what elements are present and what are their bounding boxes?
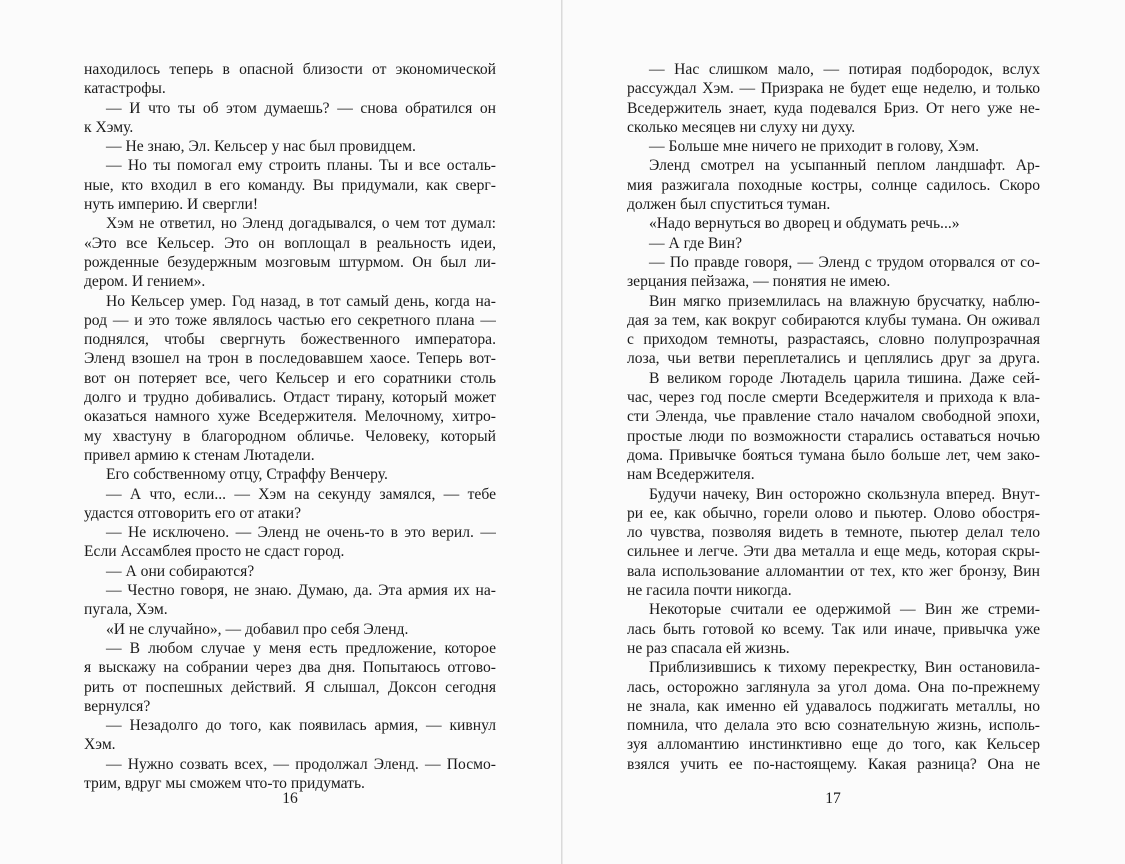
text-line: Приблизившись к тихому перекрестку, Вин остановилa- (649, 659, 1040, 677)
text-line: находилось теперь в опасной близости от экономической (84, 61, 496, 78)
text-line: — Нужно созвать всех, — продолжал Эленд. — Посмо- (106, 755, 496, 773)
text-line: Вседержитель знает, куда подевался Бриз. От него уже не- (627, 99, 1040, 117)
text-line: — Не исключено. — Эленд не очень-то в это верил. — (106, 524, 496, 542)
text-line: — И что ты об этом думаешь? — снова обратился он (106, 99, 496, 117)
text-line: зерцания пейзажа, — понятия не имею. (627, 273, 891, 291)
text-line: род — и это тоже являлось частью его секретного плана — (84, 311, 496, 329)
left-page-text (84, 60, 496, 793)
text-line: — По правде говоря, — Эленд с трудом оторвался от со- (649, 253, 1040, 271)
text-line: Вин мягко приземлилась на влажную брусчатку, наблю- (649, 292, 1040, 310)
text-line: трим, вдруг мы сможем что-то придумать. (84, 774, 365, 792)
text-line: должен был спуститься туман. (627, 196, 831, 214)
text-line: Если Ассамблея просто не сдаст город. (84, 543, 345, 561)
text-line: лась, осторожно заглянула за угол дома. Она по-прежнему (627, 678, 1040, 696)
text-line: рить от поспешных действий. Я слышал, Доксон сегодня (84, 678, 496, 696)
left-page-number: 16 (282, 790, 298, 807)
text-line: с приходом темноты, разрастаясь, словно полупрозрачная (627, 331, 1040, 349)
text-line: — А они собираются? (106, 562, 255, 580)
text-line: зуя алломантию инстинктивно еще до того, как Кельсер (627, 736, 1040, 754)
right-page-text (627, 60, 1040, 774)
text-line: оказаться намного хуже Вседержителя. Мелочному, хитро- (84, 408, 496, 426)
text-line: ри ее, как обычно, горели олово и пьютер. Олово обостря- (627, 504, 1040, 522)
text-line: Некоторые считали ее одержимой — Вин же стреми- (649, 601, 1040, 619)
text-line: катастрофы. (84, 80, 166, 98)
text-line: рассуждал Хэм. — Призрака не будет еще неделю, и только (627, 80, 1040, 98)
text-line: лоза, чьи ветви переплетались и цеплялись друг за друга. (627, 350, 1040, 368)
text-line: не раз спасала ей жизнь. (627, 639, 790, 657)
text-line: час, через год после смерти Вседержителя и прихода к вла- (627, 389, 1040, 407)
text-line: простые люди по возможности старались оставаться ночью (627, 427, 1040, 445)
text-line: вот он потеряет все, чего Кельсер и его соратники столь (84, 369, 496, 387)
text-line: Его собственному отцу, Страффу Венчеру. (106, 466, 388, 484)
text-line: нам Вседержителя. (627, 466, 755, 484)
text-line: рожденные безудержным мозговым штурмом. Он был ли- (84, 253, 496, 271)
text-line: Хэм не ответил, но Эленд догадывался, о чем тот думал: (106, 215, 496, 233)
text-line: поднялся, чтобы свергнуть божественного императора. (84, 331, 496, 349)
text-line: му хвастуну в благородном обличье. Человеку, который (84, 427, 496, 445)
text-line: ло чувства, позволяя видеть в темноте, пьютер делал тело (627, 524, 1040, 542)
text-line: — Незадолго до того, как появилась армия, — кивнул (106, 717, 496, 735)
right-page (563, 0, 1125, 864)
text-line: В великом городе Лютадель царила тишина. Даже сей- (649, 369, 1040, 387)
text-line: пугала, Хэм. (84, 601, 168, 619)
text-line: сти Эленда, чье правление стало началом свободной эпохи, (627, 408, 1040, 426)
text-line: — В любом случае у меня есть предложение, которое (106, 639, 496, 657)
right-page-number: 17 (825, 790, 841, 807)
text-line: Эленд взошел на трон в последовавшем хаосе. Теперь вот- (84, 350, 496, 368)
left-page (0, 0, 562, 864)
text-line: к Хэму. (84, 118, 134, 136)
text-line: сильнее и легче. Эти два металла и еще медь, которая скры- (627, 543, 1040, 561)
text-line: дома. Привычке бояться тумана было больше лет, чем зако- (627, 446, 1040, 464)
text-line: не гасила почти никогда. (627, 582, 792, 600)
text-line: — Не знаю, Эл. Кельсер у нас был провидцем. (106, 138, 416, 156)
text-line: я выскажу на собрании через два дня. Попытаюсь отгово- (84, 659, 496, 677)
text-line: привел армию к стенам Лютадели. (84, 446, 315, 464)
text-line: долго и трудно добивались. Отдаст тирану, который может (84, 389, 496, 407)
text-line: дером. И гением». (84, 273, 206, 291)
text-line: вала использование алломантии от тех, кто жег бронзу, Вин (627, 562, 1040, 580)
text-line: удастся отговорить его от атаки? (84, 504, 302, 522)
text-line: помнила, что делала это всю сознательную жизнь, исполь- (627, 717, 1040, 735)
text-line: лась быть готовой ко всему. Так или иначе, привычка уже (627, 620, 1040, 638)
text-line: не знала, как именно ей удавалось поджигать металлы, но (627, 697, 1040, 715)
text-line: сколько месяцев ни слуху ни духу. (627, 118, 856, 136)
text-line: — Но ты помогал ему строить планы. Ты и все осталь- (106, 157, 496, 175)
text-line: ные, кто входил в его команду. Вы придумали, как сверг- (84, 176, 496, 194)
text-line: — Честно говоря, не знаю. Думаю, да. Эта армия их на- (106, 582, 496, 600)
text-line: Будучи начеку, Вин осторожно скользнула вперед. Внут- (649, 485, 1040, 503)
text-line: — А где Вин? (649, 234, 743, 252)
text-line: нуть империю. И свергли! (84, 196, 259, 214)
text-line: Но Кельсер умер. Год назад, в тот самый день, когда на- (106, 292, 496, 310)
text-line: вернулся? (84, 697, 151, 715)
text-line: «Это все Кельсер. Это он воплощал в реальность идеи, (84, 234, 496, 252)
text-line: «И не случайно», — добавил про себя Эленд. (106, 620, 409, 638)
text-line: «Надо вернуться во дворец и обдумать речь...» (649, 215, 960, 233)
text-line: — А что, если... — Хэм на секунду замялся, — тебе (106, 485, 496, 503)
text-line: Хэм. (84, 736, 116, 754)
text-line: дая за тем, как вокруг собираются клубы тумана. Он оживал (627, 311, 1040, 329)
text-line: Эленд смотрел на усыпанный пеплом ландшафт. Ар- (649, 157, 1040, 175)
text-line: мия разжигала походные костры, солнце садилось. Скоро (627, 176, 1040, 194)
text-line: — Больше мне ничего не приходит в голову, Хэм. (649, 138, 980, 156)
text-line: — Нас слишком мало, — потирая подбородок, вслух (649, 61, 1040, 78)
text-line: взялся учить ее по-настоящему. Какая разница? Она не (627, 755, 1040, 773)
